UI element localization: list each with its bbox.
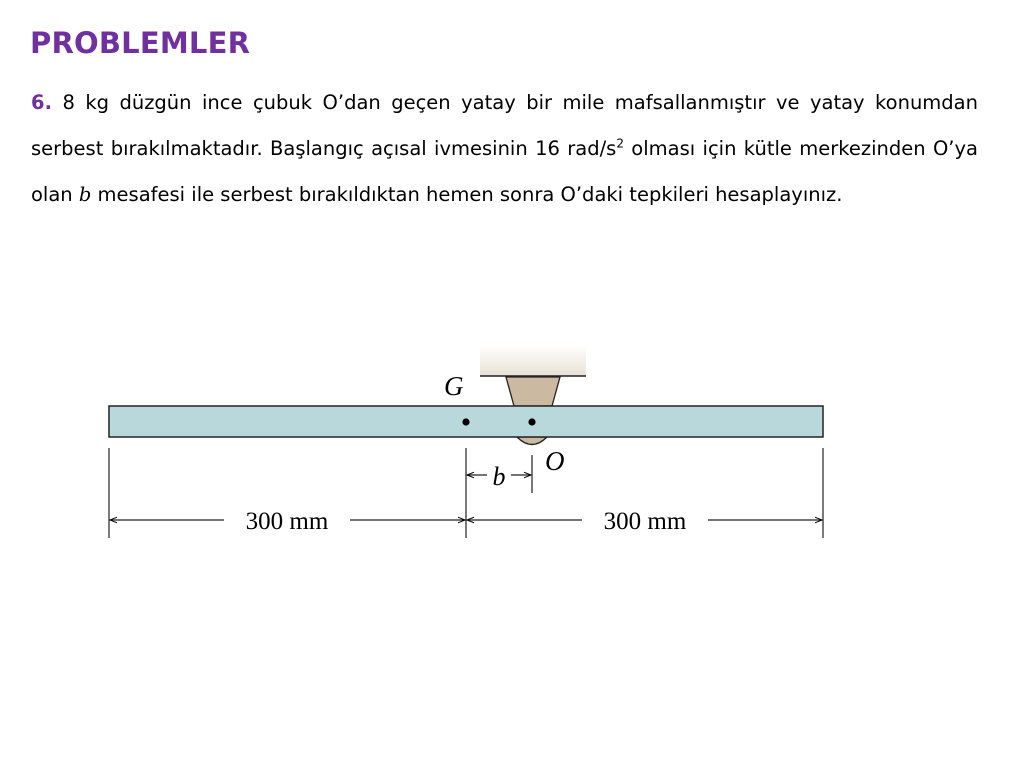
- pivot-bracket: [506, 377, 560, 406]
- center-of-mass-dot: [462, 418, 469, 425]
- pivot-hub: [517, 437, 547, 445]
- slide-title: PROBLEMLER: [30, 26, 251, 60]
- label-o: O: [545, 446, 565, 476]
- dimension-left-label: 300 mm: [245, 508, 329, 535]
- problem-text-part1: 8 kg düzgün ince çubuk O’dan geçen yatay bir mile mafsallanmıştır ve yatay konumdan serbest bırakılmaktadır. Başlangıç açısal ivmesinin 16 rad/s: [31, 91, 978, 160]
- label-b: b: [492, 462, 506, 491]
- problem-text-part3: mesafesi ile serbest bırakıldıktan hemen sonra O’daki tepkileri hesaplayınız.: [91, 183, 843, 206]
- variable-b: b: [78, 183, 92, 206]
- problem-text-part2: olması için kütle merkezinden O’ya olan: [31, 137, 978, 206]
- problem-number: 6.: [31, 91, 52, 114]
- dimension-right-label: 300 mm: [603, 508, 687, 535]
- ceiling-block: [480, 346, 586, 376]
- label-g: G: [444, 371, 464, 401]
- exponent: 2: [616, 136, 624, 151]
- pivot-dot: [528, 418, 535, 425]
